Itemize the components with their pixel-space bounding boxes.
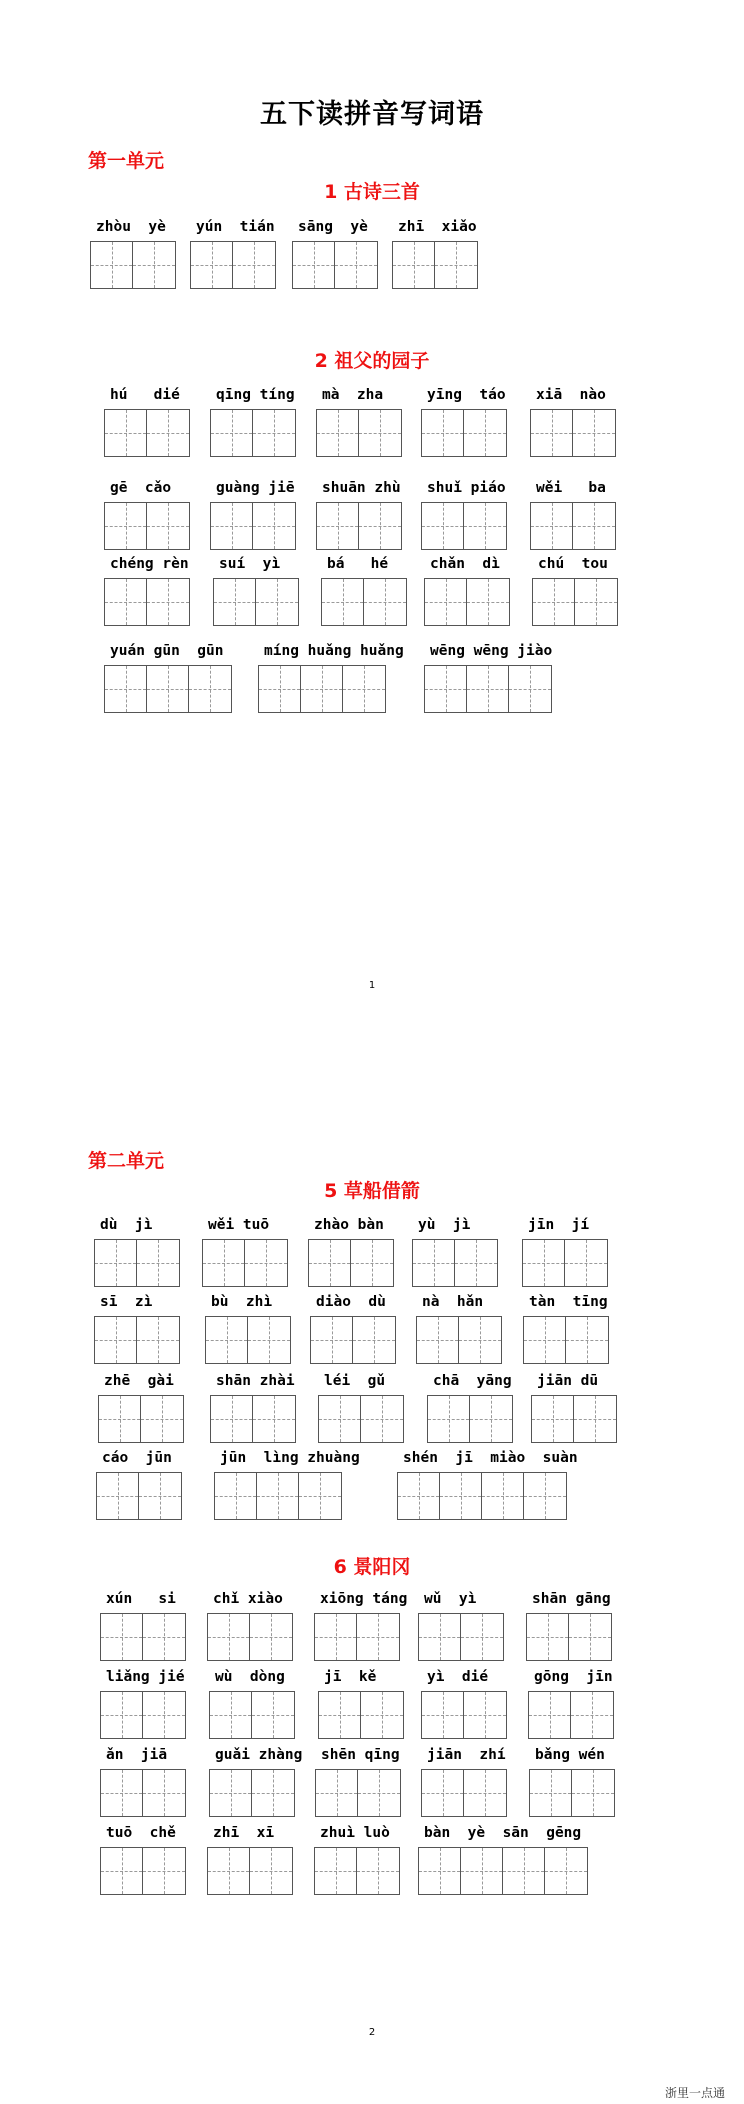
writing-grid[interactable]: [104, 578, 190, 626]
writing-cell[interactable]: [398, 1473, 440, 1519]
writing-cell[interactable]: [210, 1770, 252, 1816]
writing-cell[interactable]: [95, 1240, 137, 1286]
writing-grid[interactable]: [207, 1847, 293, 1895]
writing-cell[interactable]: [147, 579, 189, 625]
writing-grid[interactable]: [190, 241, 276, 289]
pinyin-label: gōng jīn: [534, 1669, 613, 1685]
pinyin-label: shuǐ piáo: [427, 480, 506, 496]
writing-cell[interactable]: [467, 666, 509, 712]
writing-grid[interactable]: [210, 409, 296, 457]
writing-cell[interactable]: [524, 1473, 566, 1519]
writing-cell[interactable]: [571, 1692, 613, 1738]
writing-grid[interactable]: [90, 241, 176, 289]
writing-cell[interactable]: [317, 503, 359, 549]
pinyin-label: guǎi zhàng: [215, 1747, 303, 1763]
writing-cell[interactable]: [524, 1317, 566, 1363]
writing-cell[interactable]: [91, 242, 133, 288]
writing-cell[interactable]: [105, 666, 147, 712]
pinyin-label: gē cǎo: [110, 480, 172, 496]
writing-grid[interactable]: [100, 1847, 186, 1895]
writing-cell[interactable]: [211, 1396, 253, 1442]
pinyin-label: liǎng jié: [106, 1669, 185, 1685]
writing-cell[interactable]: [137, 1240, 179, 1286]
writing-cell[interactable]: [101, 1614, 143, 1660]
writing-cell[interactable]: [311, 1317, 353, 1363]
writing-grid[interactable]: [94, 1316, 180, 1364]
writing-cell[interactable]: [428, 1396, 470, 1442]
writing-grid[interactable]: [418, 1613, 504, 1661]
writing-grid[interactable]: [214, 1472, 342, 1520]
writing-cell[interactable]: [101, 1848, 143, 1894]
writing-cell[interactable]: [215, 1473, 257, 1519]
writing-cell[interactable]: [189, 666, 231, 712]
writing-cell[interactable]: [359, 410, 401, 456]
writing-grid[interactable]: [104, 409, 190, 457]
writing-cell[interactable]: [253, 1396, 295, 1442]
writing-cell[interactable]: [191, 242, 233, 288]
writing-grid[interactable]: [528, 1691, 614, 1739]
writing-cell[interactable]: [250, 1614, 292, 1660]
writing-grid[interactable]: [418, 1847, 588, 1895]
writing-cell[interactable]: [574, 1396, 616, 1442]
writing-cell[interactable]: [315, 1848, 357, 1894]
writing-cell[interactable]: [143, 1614, 185, 1660]
writing-cell[interactable]: [319, 1692, 361, 1738]
writing-cell[interactable]: [527, 1614, 569, 1660]
writing-cell[interactable]: [137, 1317, 179, 1363]
writing-cell[interactable]: [214, 579, 256, 625]
writing-cell[interactable]: [361, 1692, 403, 1738]
page-number-1: 1: [368, 980, 376, 991]
writing-cell[interactable]: [99, 1396, 141, 1442]
writing-grid[interactable]: [421, 502, 507, 550]
pinyin-label: chā yāng: [433, 1373, 512, 1389]
unit-heading-1: 第一单元: [88, 150, 165, 172]
writing-cell[interactable]: [147, 503, 189, 549]
lesson-heading-4: 6 景阳冈: [333, 1556, 411, 1578]
writing-grid[interactable]: [315, 1769, 401, 1817]
writing-cell[interactable]: [361, 1396, 403, 1442]
writing-grid[interactable]: [292, 241, 378, 289]
writing-cell[interactable]: [470, 1396, 512, 1442]
writing-cell[interactable]: [359, 503, 401, 549]
writing-grid[interactable]: [314, 1613, 400, 1661]
writing-grid[interactable]: [258, 665, 386, 713]
writing-cell[interactable]: [565, 1240, 607, 1286]
writing-grid[interactable]: [392, 241, 478, 289]
writing-grid[interactable]: [530, 502, 616, 550]
writing-cell[interactable]: [233, 242, 275, 288]
lesson-heading-3: 5 草船借箭: [324, 1180, 420, 1202]
writing-cell[interactable]: [322, 579, 364, 625]
writing-cell[interactable]: [105, 410, 147, 456]
pinyin-label: chú tou: [538, 556, 608, 572]
pinyin-label: yù jì: [418, 1217, 471, 1233]
pinyin-label: sī zì: [100, 1294, 153, 1310]
writing-grid[interactable]: [318, 1395, 404, 1443]
watermark-text: 浙里一点通: [665, 2086, 726, 2100]
writing-cell[interactable]: [143, 1770, 185, 1816]
writing-cell[interactable]: [425, 579, 467, 625]
writing-grid[interactable]: [321, 578, 407, 626]
writing-cell[interactable]: [210, 1692, 252, 1738]
writing-cell[interactable]: [101, 1692, 143, 1738]
pinyin-label: yún tián: [196, 219, 275, 235]
writing-cell[interactable]: [533, 579, 575, 625]
pinyin-label: shān zhài: [216, 1373, 295, 1389]
pinyin-label: shān gāng: [532, 1591, 611, 1607]
writing-cell[interactable]: [353, 1317, 395, 1363]
writing-cell[interactable]: [208, 1614, 250, 1660]
writing-cell[interactable]: [393, 242, 435, 288]
writing-cell[interactable]: [253, 503, 295, 549]
writing-grid[interactable]: [210, 502, 296, 550]
pinyin-label: xiōng táng: [320, 1591, 408, 1607]
pinyin-label: shuān zhù: [322, 480, 401, 496]
pinyin-label: xiā nào: [536, 387, 606, 403]
writing-cell[interactable]: [301, 666, 343, 712]
writing-grid[interactable]: [94, 1239, 180, 1287]
writing-grid[interactable]: [421, 1769, 507, 1817]
writing-grid[interactable]: [416, 1316, 502, 1364]
writing-cell[interactable]: [417, 1317, 459, 1363]
writing-grid[interactable]: [100, 1769, 186, 1817]
writing-cell[interactable]: [351, 1240, 393, 1286]
pinyin-label: zhī xī: [213, 1825, 275, 1841]
writing-cell[interactable]: [532, 1396, 574, 1442]
writing-cell[interactable]: [309, 1240, 351, 1286]
writing-cell[interactable]: [105, 503, 147, 549]
writing-grid[interactable]: [202, 1239, 288, 1287]
writing-grid[interactable]: [421, 1691, 507, 1739]
writing-grid[interactable]: [412, 1239, 498, 1287]
writing-cell[interactable]: [575, 579, 617, 625]
writing-cell[interactable]: [147, 410, 189, 456]
lesson-heading-2: 2 祖父的园子: [314, 350, 430, 372]
pinyin-label: chǐ xiào: [213, 1591, 283, 1607]
writing-cell[interactable]: [357, 1614, 399, 1660]
pinyin-label: bù zhì: [211, 1294, 273, 1310]
writing-cell[interactable]: [343, 666, 385, 712]
writing-grid[interactable]: [531, 1395, 617, 1443]
writing-grid[interactable]: [100, 1691, 186, 1739]
writing-grid[interactable]: [104, 502, 190, 550]
writing-cell[interactable]: [440, 1473, 482, 1519]
writing-cell[interactable]: [250, 1848, 292, 1894]
pinyin-label: tuō chě: [106, 1825, 176, 1841]
writing-cell[interactable]: [315, 1614, 357, 1660]
writing-cell[interactable]: [141, 1396, 183, 1442]
writing-cell[interactable]: [529, 1692, 571, 1738]
writing-cell[interactable]: [435, 242, 477, 288]
writing-cell[interactable]: [461, 1614, 503, 1660]
page-number-2: 2: [368, 2027, 376, 2038]
pinyin-label: zhòu yè: [96, 219, 166, 235]
writing-cell[interactable]: [503, 1848, 545, 1894]
writing-grid[interactable]: [427, 1395, 513, 1443]
writing-cell[interactable]: [573, 503, 615, 549]
pinyin-label: xún si: [106, 1591, 176, 1607]
writing-cell[interactable]: [206, 1317, 248, 1363]
writing-cell[interactable]: [147, 666, 189, 712]
writing-grid[interactable]: [314, 1847, 400, 1895]
writing-cell[interactable]: [545, 1848, 587, 1894]
writing-grid[interactable]: [318, 1691, 404, 1739]
writing-cell[interactable]: [257, 1473, 299, 1519]
writing-grid[interactable]: [397, 1472, 567, 1520]
writing-cell[interactable]: [97, 1473, 139, 1519]
writing-grid[interactable]: [529, 1769, 615, 1817]
pinyin-label: bǎng wén: [535, 1747, 605, 1763]
writing-cell[interactable]: [253, 410, 295, 456]
pinyin-label: mà zha: [322, 387, 384, 403]
pinyin-label: guàng jiē: [216, 480, 295, 496]
writing-cell[interactable]: [357, 1848, 399, 1894]
writing-cell[interactable]: [245, 1240, 287, 1286]
writing-cell[interactable]: [259, 666, 301, 712]
writing-cell[interactable]: [531, 503, 573, 549]
pinyin-label: wù dòng: [215, 1669, 285, 1685]
writing-cell[interactable]: [572, 1770, 614, 1816]
writing-cell[interactable]: [569, 1614, 611, 1660]
writing-cell[interactable]: [256, 579, 298, 625]
pinyin-label: bàn yè sān gēng: [424, 1825, 582, 1841]
pinyin-label: jī kě: [324, 1669, 377, 1685]
pinyin-label: chéng rèn: [110, 556, 189, 572]
writing-grid[interactable]: [522, 1239, 608, 1287]
pinyin-label: zhī xiǎo: [398, 219, 477, 235]
pinyin-label: chǎn dì: [430, 556, 500, 572]
writing-cell[interactable]: [523, 1240, 565, 1286]
writing-cell[interactable]: [105, 579, 147, 625]
pinyin-label: wǔ yì: [424, 1591, 477, 1607]
pinyin-label: míng huǎng huǎng: [264, 643, 404, 659]
writing-grid[interactable]: [530, 409, 616, 457]
lesson-heading-1: 1 古诗三首: [324, 181, 420, 203]
pinyin-label: shén jī miào suàn: [403, 1450, 578, 1466]
pinyin-label: jiān zhí: [427, 1747, 506, 1763]
pinyin-label: zhē gài: [104, 1373, 174, 1389]
pinyin-label: hú dié: [110, 387, 180, 403]
writing-cell[interactable]: [509, 666, 551, 712]
writing-cell[interactable]: [364, 579, 406, 625]
writing-cell[interactable]: [252, 1770, 294, 1816]
unit-heading-2: 第二单元: [88, 1150, 165, 1172]
pinyin-label: jīn jí: [528, 1217, 590, 1233]
writing-cell[interactable]: [455, 1240, 497, 1286]
pinyin-label: yì dié: [427, 1669, 489, 1685]
writing-grid[interactable]: [308, 1239, 394, 1287]
pinyin-label: diào dù: [316, 1294, 386, 1310]
writing-cell[interactable]: [422, 410, 464, 456]
pinyin-label: wěi ba: [536, 480, 606, 496]
pinyin-label: bá hé: [327, 556, 389, 572]
writing-grid[interactable]: [532, 578, 618, 626]
writing-cell[interactable]: [248, 1317, 290, 1363]
writing-grid[interactable]: [213, 578, 299, 626]
writing-grid[interactable]: [424, 578, 510, 626]
pinyin-label: yīng táo: [427, 387, 506, 403]
pinyin-label: zhào bàn: [314, 1217, 384, 1233]
writing-cell[interactable]: [464, 1770, 506, 1816]
writing-grid[interactable]: [207, 1613, 293, 1661]
writing-cell[interactable]: [566, 1317, 608, 1363]
writing-cell[interactable]: [422, 503, 464, 549]
writing-cell[interactable]: [211, 410, 253, 456]
writing-grid[interactable]: [316, 409, 402, 457]
pinyin-label: nà hǎn: [422, 1294, 484, 1310]
pinyin-label: jūn lìng zhuàng: [220, 1450, 360, 1466]
pinyin-label: ǎn jiā: [106, 1747, 168, 1763]
pinyin-label: jiān dū: [537, 1373, 599, 1389]
writing-grid[interactable]: [310, 1316, 396, 1364]
writing-grid[interactable]: [96, 1472, 182, 1520]
writing-grid[interactable]: [424, 665, 552, 713]
page-title: 五下读拼音写词语: [260, 99, 484, 130]
writing-cell[interactable]: [419, 1614, 461, 1660]
writing-cell[interactable]: [422, 1770, 464, 1816]
pinyin-label: wěi tuō: [208, 1217, 270, 1233]
writing-cell[interactable]: [419, 1848, 461, 1894]
writing-grid[interactable]: [316, 502, 402, 550]
writing-cell[interactable]: [293, 242, 335, 288]
writing-grid[interactable]: [209, 1691, 295, 1739]
pinyin-label: qīng tíng: [216, 387, 295, 403]
writing-grid[interactable]: [104, 665, 232, 713]
pinyin-label: dù jì: [100, 1217, 153, 1233]
writing-cell[interactable]: [461, 1848, 503, 1894]
writing-grid[interactable]: [210, 1395, 296, 1443]
writing-cell[interactable]: [482, 1473, 524, 1519]
writing-cell[interactable]: [425, 666, 467, 712]
writing-cell[interactable]: [95, 1317, 137, 1363]
writing-cell[interactable]: [101, 1770, 143, 1816]
writing-grid[interactable]: [98, 1395, 184, 1443]
pinyin-label: shēn qīng: [321, 1747, 400, 1763]
writing-grid[interactable]: [209, 1769, 295, 1817]
writing-grid[interactable]: [421, 409, 507, 457]
writing-grid[interactable]: [523, 1316, 609, 1364]
pinyin-label: sāng yè: [298, 219, 368, 235]
writing-cell[interactable]: [143, 1692, 185, 1738]
writing-cell[interactable]: [422, 1692, 464, 1738]
pinyin-label: léi gǔ: [324, 1373, 386, 1389]
pinyin-label: suí yì: [219, 556, 281, 572]
writing-cell[interactable]: [143, 1848, 185, 1894]
writing-cell[interactable]: [467, 579, 509, 625]
writing-cell[interactable]: [530, 1770, 572, 1816]
writing-grid[interactable]: [100, 1613, 186, 1661]
writing-cell[interactable]: [139, 1473, 181, 1519]
writing-cell[interactable]: [464, 410, 506, 456]
writing-cell[interactable]: [573, 410, 615, 456]
pinyin-label: yuán gūn gūn: [110, 643, 224, 659]
writing-cell[interactable]: [211, 503, 253, 549]
writing-cell[interactable]: [299, 1473, 341, 1519]
writing-cell[interactable]: [531, 410, 573, 456]
writing-cell[interactable]: [317, 410, 359, 456]
writing-cell[interactable]: [316, 1770, 358, 1816]
writing-cell[interactable]: [413, 1240, 455, 1286]
writing-grid[interactable]: [526, 1613, 612, 1661]
writing-cell[interactable]: [319, 1396, 361, 1442]
writing-cell[interactable]: [133, 242, 175, 288]
pinyin-label: wēng wēng jiào: [430, 643, 553, 659]
pinyin-label: tàn tīng: [529, 1294, 608, 1310]
writing-cell[interactable]: [335, 242, 377, 288]
pinyin-label: zhuì luò: [320, 1825, 390, 1841]
writing-cell[interactable]: [252, 1692, 294, 1738]
writing-cell[interactable]: [464, 1692, 506, 1738]
writing-cell[interactable]: [464, 503, 506, 549]
writing-grid[interactable]: [205, 1316, 291, 1364]
writing-cell[interactable]: [358, 1770, 400, 1816]
pinyin-label: cáo jūn: [102, 1450, 172, 1466]
writing-cell[interactable]: [459, 1317, 501, 1363]
writing-cell[interactable]: [208, 1848, 250, 1894]
writing-cell[interactable]: [203, 1240, 245, 1286]
